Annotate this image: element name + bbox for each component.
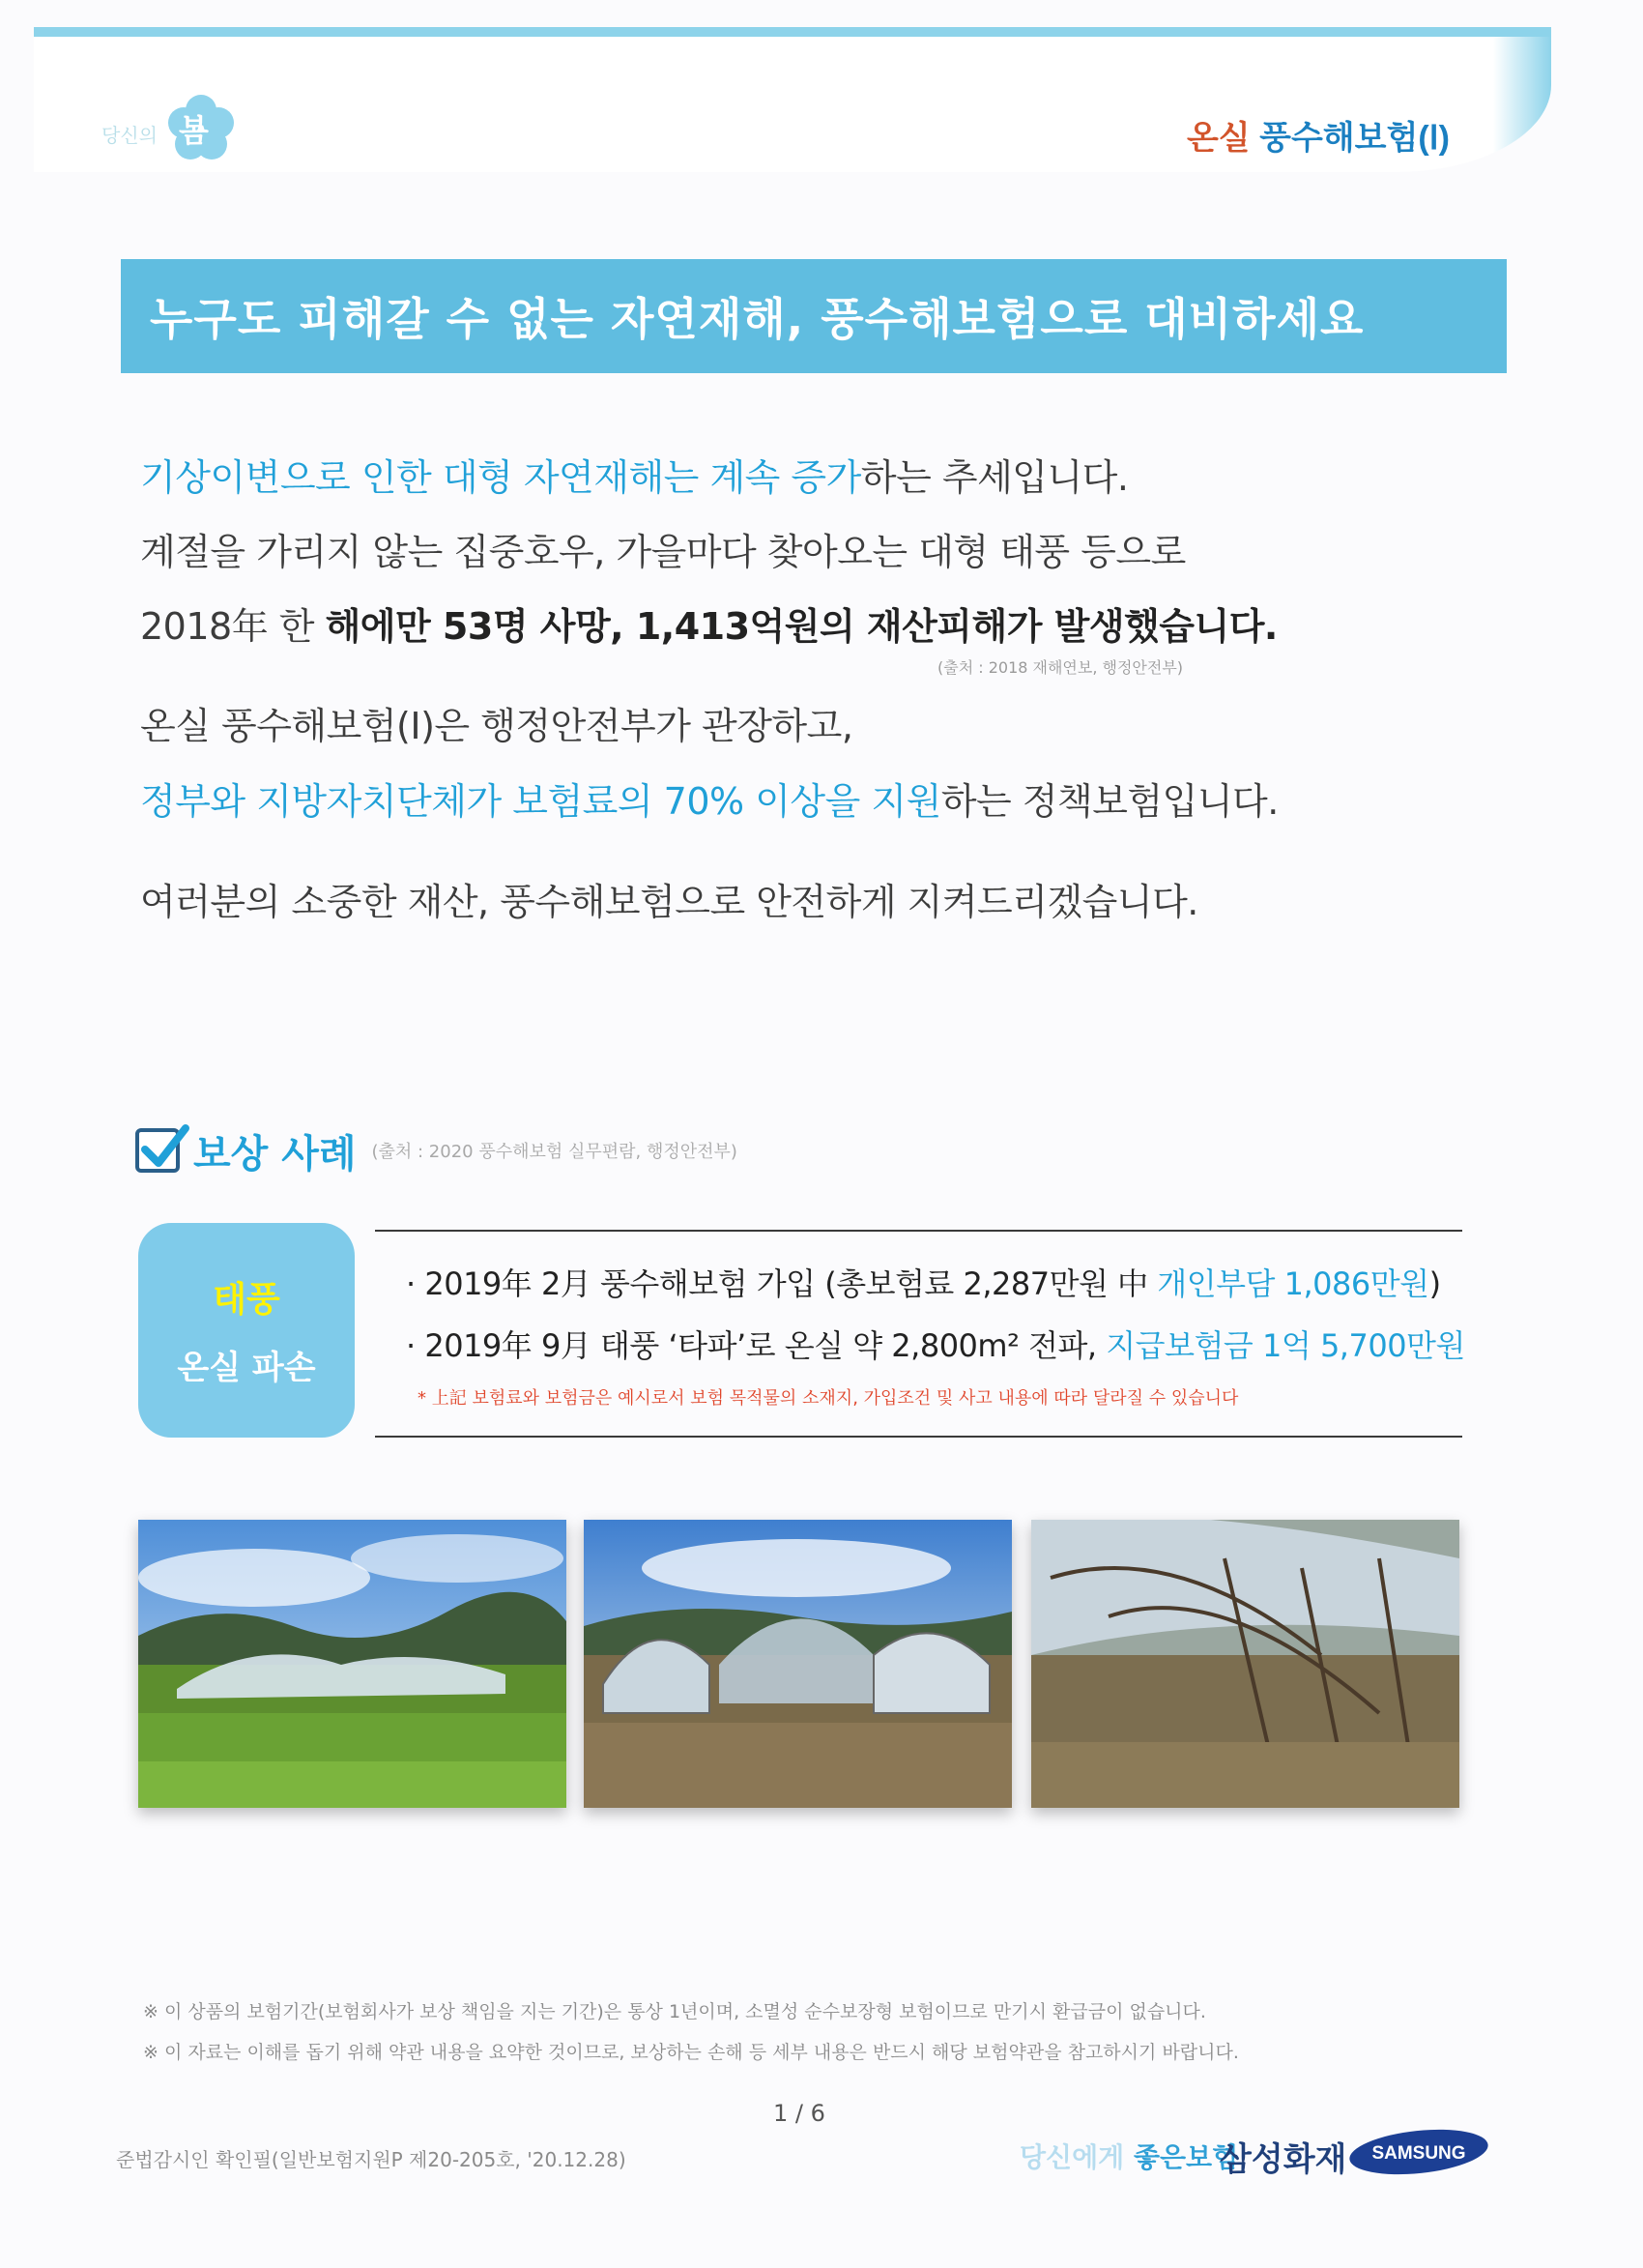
page-number: 1 / 6 (773, 2100, 825, 2127)
case-section-header (135, 1121, 737, 1179)
footnote-1: ※ 이 상품의 보험기간(보험회사가 보상 책임을 지는 기간)은 통상 1년이며, 소멸성 순수보장형 보험이므로 만기시 환급금이 없습니다. (143, 2001, 1206, 2022)
title-rest: 풍수해보험(Ⅰ) (1250, 120, 1450, 157)
intro-source: (출처 : 2018 재해연보, 행정안전부) (937, 658, 1184, 677)
brand-name: 삼성화재 (1220, 2140, 1347, 2179)
case-item-1 (406, 1260, 1441, 1304)
samsung-logo-text: SAMSUNG (1371, 2143, 1466, 2164)
logo (101, 95, 246, 162)
case-item-1-end: ) (1428, 1265, 1441, 1302)
intro-line-4: 온실 풍수해보험(Ⅰ)은 행정안전부가 관장하고, (140, 705, 853, 747)
case-bottom-rule (375, 1436, 1462, 1438)
intro-line-3-bold: 해에만 53명 사망, 1,413억원의 재산피해가 발생했습니다. (325, 605, 1278, 648)
checkbox-icon (135, 1128, 180, 1173)
damage-photo-2 (584, 1520, 1012, 1808)
case-item-1-plain: · 2019年 2月 풍수해보험 가입 (총보험료 2,287만원 中 (406, 1265, 1158, 1302)
intro-line-1-highlight: 기상이변으로 인한 대형 자연재해는 계속 증가 (140, 456, 861, 499)
case-item-2-plain: · 2019年 9月 태풍 ‘타파’로 온실 약 2,800m² 전파, (406, 1327, 1107, 1364)
samsung-logo (1346, 2127, 1491, 2177)
slogan (1020, 2137, 1238, 2175)
logo-main-text: 봄 (179, 112, 209, 149)
case-badge (138, 1223, 355, 1438)
intro-line-3-plain: 2018年 한 (140, 605, 326, 648)
headline-banner (121, 259, 1507, 373)
banner-text: 누구도 피해갈 수 없는 자연재해, 풍수해보험으로 대비하세요 (150, 293, 1365, 345)
title-accent: 온실 (1186, 120, 1251, 157)
intro-line-2: 계절을 가리지 않는 집중호우, 가을마다 찾아오는 대형 태풍 등으로 (140, 531, 1186, 573)
case-section-title: 보상 사례 (193, 1131, 357, 1177)
slogan-strong: 좋은보험 (1133, 2141, 1239, 2173)
damage-photo-3 (1031, 1520, 1459, 1808)
case-top-rule (375, 1230, 1462, 1232)
approval-notice: 준법감시인 확인필(일반보험지원P 제20-205호, '20.12.28) (116, 2148, 626, 2171)
intro-line-1-rest: 하는 추세입니다. (860, 456, 1129, 499)
intro-line-3 (140, 596, 1278, 650)
intro-line-1 (140, 448, 1128, 501)
logo-small-text: 당신의 (101, 124, 158, 147)
case-item-1-highlight: 개인부담 1,086만원 (1157, 1265, 1429, 1302)
intro-line-5-highlight: 정부와 지방자치단체가 보험료의 70% 이상을 지원 (140, 780, 941, 823)
intro-line-6: 여러분의 소중한 재산, 풍수해보험으로 안전하게 지켜드리겠습니다. (140, 881, 1198, 923)
damage-photo-1 (138, 1520, 566, 1808)
case-disclaimer: * 上記 보험료와 보험금은 예시로서 보험 목적물의 소재지, 가입조건 및 사고 내용에 따라 달라질 수 있습니다 (418, 1388, 1239, 1409)
badge-damage: 온실 파손 (177, 1349, 316, 1387)
footnote-2: ※ 이 자료는 이해를 돕기 위해 약관 내용을 요약한 것이므로, 보상하는 손해 등 세부 내용은 반드시 해당 보험약관을 참고하시기 바랍니다. (143, 2042, 1239, 2063)
intro-line-5-rest: 하는 정책보험입니다. (940, 780, 1279, 823)
case-item-2-highlight: 지급보험금 1억 5,700만원 (1106, 1327, 1465, 1364)
badge-typhoon: 태풍 (213, 1280, 280, 1320)
intro-line-5 (140, 771, 1279, 825)
case-item-2 (406, 1322, 1465, 1366)
case-section-source: (출처 : 2020 풍수해보험 실무편람, 행정안전부) (371, 1142, 737, 1162)
page-title (1187, 111, 1450, 159)
slogan-light: 당신에게 (1020, 2141, 1134, 2173)
